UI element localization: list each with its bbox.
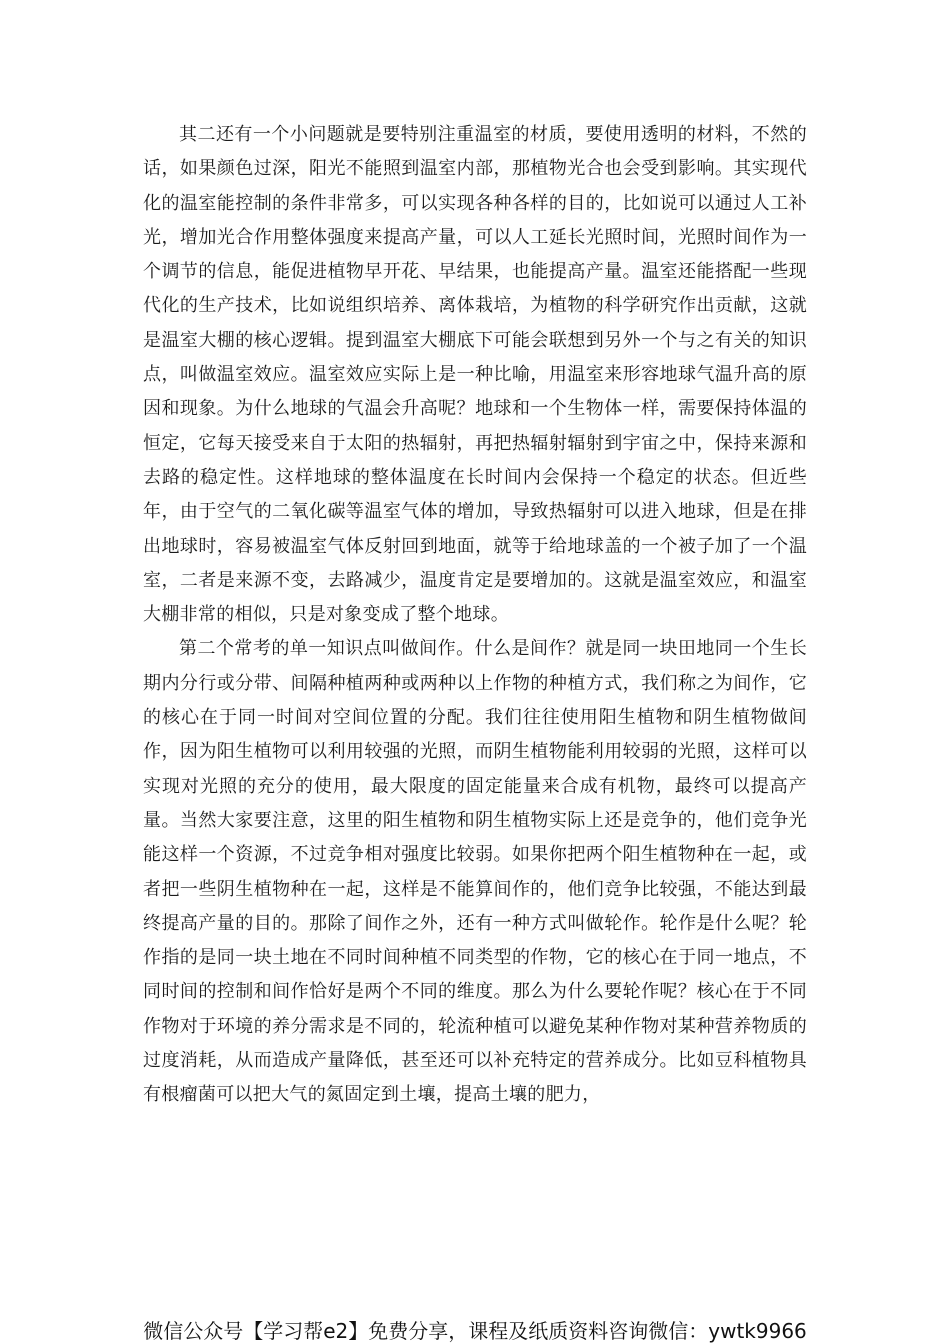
paragraph-1: 其二还有一个小问题就是要特别注重温室的材质，要使用透明的材料，不然的话，如果颜色过深，阳光不能照到温室内部，那植物光合也会受到影响。其实现代化的温室能控制的条件非常多，可以实现各种各样的目的，比如说可以通过人工补光，增加光合作用整体强度来提高产量，可以人工延长光照时间，光照时间作为一个调节的信息，能促进植物早开花、早结果，也能提高产量。温室还能搭配一些现代化的生产技术，比如说组织培养、离体栽培，为植物的科学研究作出贡献，这就是温室大棚的核心逻辑。提到温室大棚底下可能会联想到另外一个与之有关的知识点，叫做温室效应。温室效应实际上是一种比喻，用温室来形容地球气温升高的原因和现象。为什么地球的气温会升高呢？地球和一个生物体一样，需要保持体温的恒定，它每天接受来自于太阳的热辐射，再把热辐射辐射到宇宙之中，保持来源和去路的稳定性。这样地球的整体温度在长时间内会保持一个稳定的状态。但近些年，由于空气的二氧化碳等温室气体的增加，导致热辐射可以进入地球，但是在排出地球时，容易被温室气体反射回到地面，就等于给地球盖的一个被子加了一个温室，二者是来源不变，去路减少，温度肯定是要增加的。这就是温室效应，和温室大棚非常的相似，只是对象变成了整个地球。 <box>143 124 807 626</box>
footer-watermark: 微信公众号【学习帮e2】免费分享，课程及纸质资料咨询微信：ywtk9966 <box>143 1319 807 1343</box>
body-text <box>143 118 807 1113</box>
paragraph-2: 第二个常考的单一知识点叫做间作。什么是间作？就是同一块田地同一个生长期内分行或分带、间隔种植两种或两种以上作物的种植方式，我们称之为间作，它的核心在于同一时间对空间位置的分配。我们往往使用阳生植物和阴生植物做间作，因为阳生植物可以利用较强的光照，而阴生植物能利用较弱的光照，这样可以实现对光照的充分的使用，最大限度的固定能量来合成有机物，最终可以提高产量。当然大家要注意，这里的阳生植物和阴生植物实际上还是竞争的，他们竞争光能这样一个资源，不过竞争相对强度比较弱。如果你把两个阳生植物种在一起，或者把一些阴生植物种在一起，这样是不能算间作的，他们竞争比较强，不能达到最终提高产量的目的。那除了间作之外，还有一种方式叫做轮作。轮作是什么呢？轮作指的是同一块土地在不同时间种植不同类型的作物，它的核心在于同一地点，不同时间的控制和间作恰好是两个不同的维度。那么为什么要轮作呢？核心在于不同作物对于环境的养分需求是不同的，轮流种植可以避免某种作物对某种营养物质的过度消耗，从而造成产量降低，甚至还可以补充特定的营养成分。比如豆科植物具有根瘤菌可以把大气的氮固定到土壤，提高土壤的肥力， <box>143 638 807 1106</box>
